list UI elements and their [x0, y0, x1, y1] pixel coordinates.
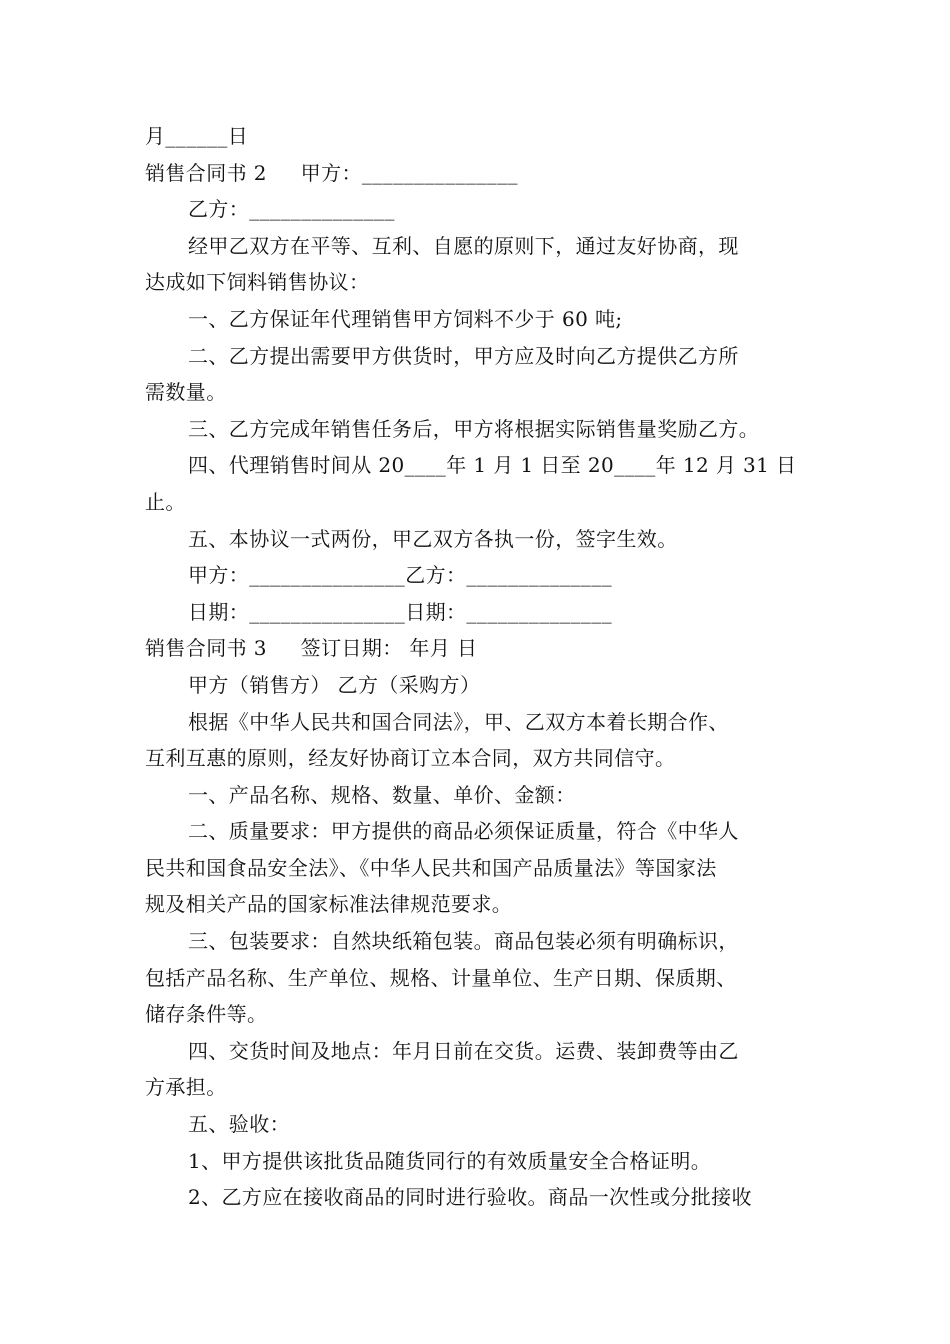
document-line: 储存条件等。 — [145, 1002, 268, 1027]
document-line: 止。 — [145, 489, 186, 514]
document-line: 需数量。 — [145, 380, 227, 405]
document-line: 一、乙方保证年代理销售甲方饲料不少于 60 吨; — [188, 306, 623, 331]
document-line: 二、乙方提出需要甲方供货时，甲方应及时向乙方提供乙方所 — [188, 343, 739, 368]
document-line: 包括产品名称、生产单位、规格、计量单位、生产日期、保质期、 — [145, 965, 737, 990]
document-line: 四、代理销售时间从 20____年 1 月 1 日至 20____年 12 月 31 日 — [188, 453, 797, 478]
document-line: 乙方：______________ — [188, 197, 395, 222]
document-line: 三、乙方完成年销售任务后，甲方将根据实际销售量奖励乙方。 — [188, 416, 760, 441]
document-line: 五、验收： — [188, 1112, 290, 1137]
document-line: 1、甲方提供该批货品随货同行的有效质量安全合格证明。 — [188, 1148, 712, 1173]
document-line: 互利互惠的原则，经友好协商订立本合同，双方共同信守。 — [145, 746, 676, 771]
document-line: 经甲乙双方在平等、互利、自愿的原则下，通过友好协商，现 — [188, 233, 739, 258]
document-line: 达成如下饲料销售协议： — [145, 270, 370, 295]
document-line: 甲方（销售方） 乙方（采购方） — [188, 672, 481, 697]
document-line: 日期：_______________日期：______________ — [188, 599, 612, 624]
document-line: 四、交货时间及地点：年月日前在交货。运费、装卸费等由乙 — [188, 1038, 739, 1063]
document-line: 规及相关产品的国家标准法律规范要求。 — [145, 892, 513, 917]
document-line: 三、包装要求：自然块纸箱包装。商品包装必须有明确标识， — [188, 929, 739, 954]
document-line: 方承担。 — [145, 1075, 227, 1100]
document-line: 月______日 — [145, 124, 249, 148]
document-line: 销售合同书 2 甲方：_______________ — [145, 160, 518, 185]
document-line: 甲方：_______________乙方：______________ — [188, 563, 612, 588]
document-line: 一、产品名称、规格、数量、单价、金额： — [188, 782, 576, 807]
document-line: 民共和国食品安全法》、《中华人民共和国产品质量法》等国家法 — [145, 855, 717, 880]
document-line: 2、乙方应在接收商品的同时进行验收。商品一次性或分批接收 — [188, 1185, 752, 1210]
document-line: 五、本协议一式两份，甲乙双方各执一份，签字生效。 — [188, 526, 678, 551]
document-line: 根据《中华人民共和国合同法》，甲、乙双方本着长期合作、 — [188, 709, 729, 734]
document-body — [145, 118, 810, 1216]
document-line: 销售合同书 3 签订日期： 年月 日 — [145, 636, 478, 661]
document-line: 二、质量要求：甲方提供的商品必须保证质量，符合《中华人 — [188, 819, 739, 844]
